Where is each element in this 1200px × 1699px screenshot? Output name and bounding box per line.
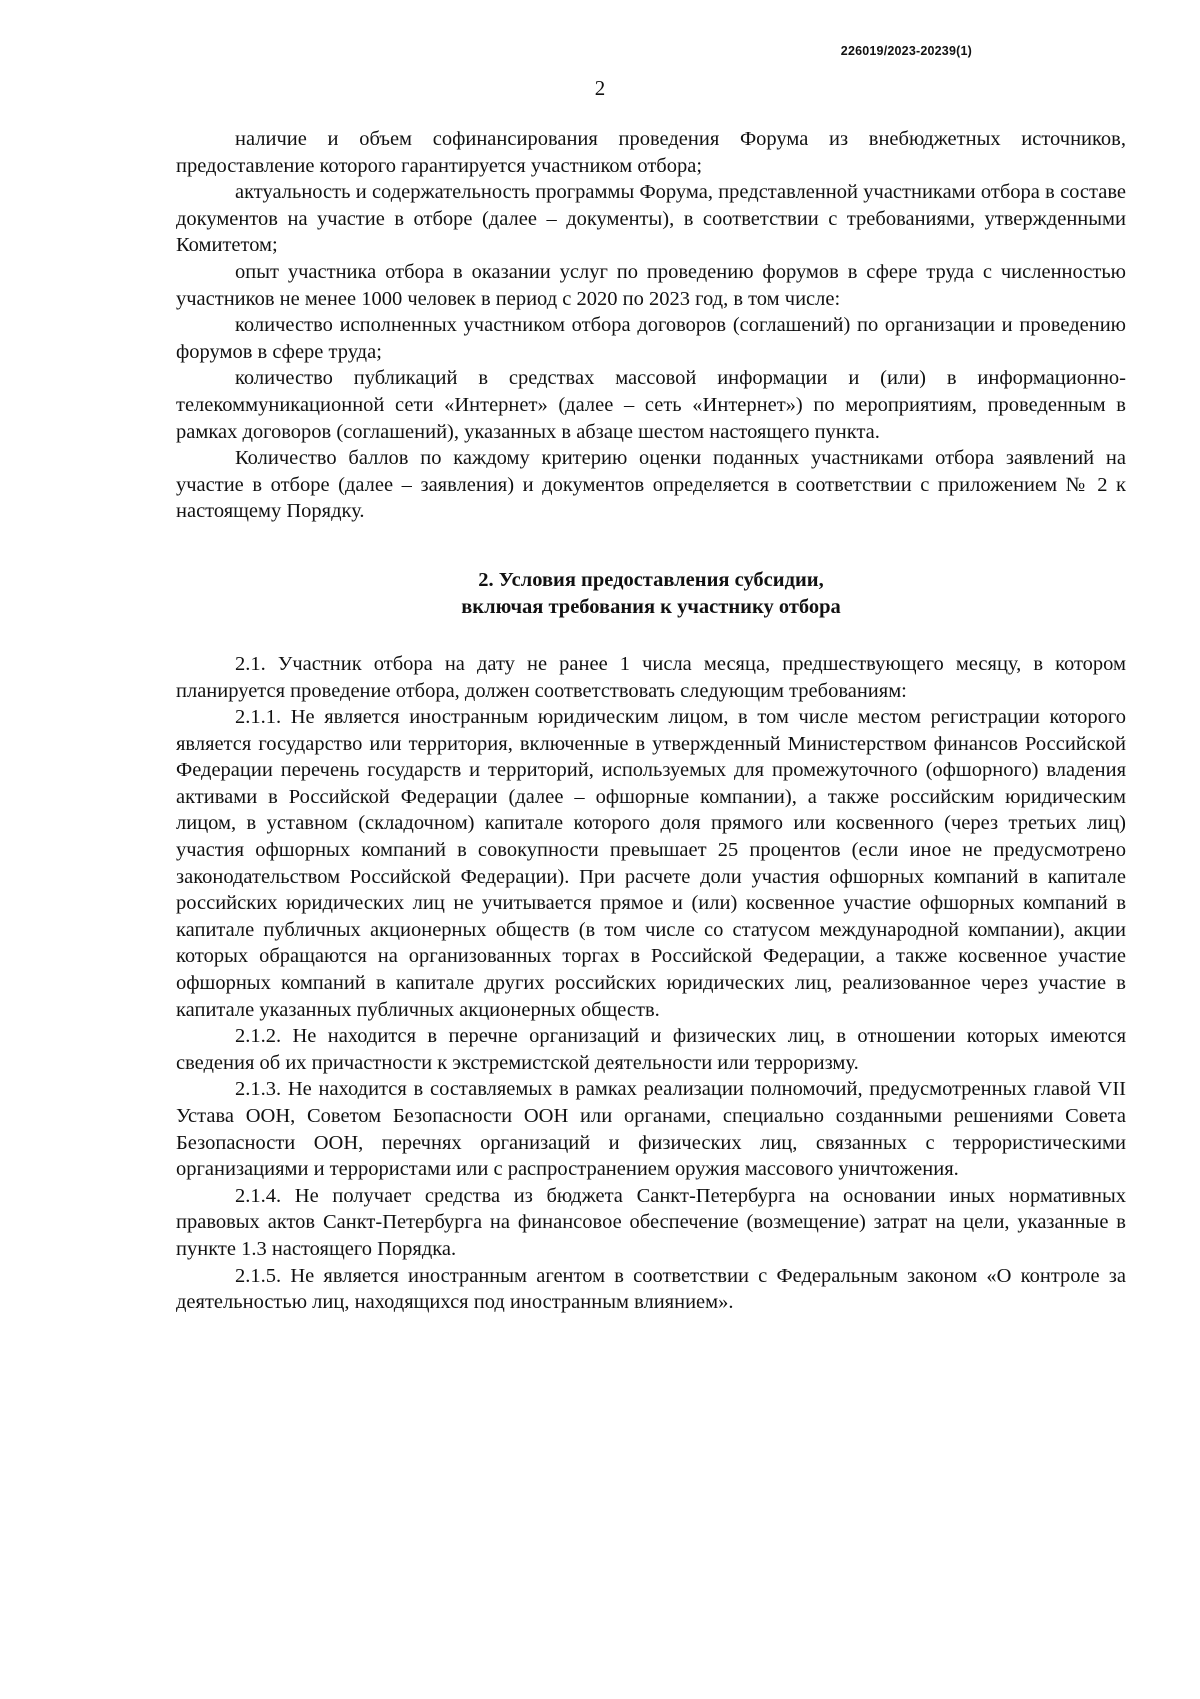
clause-2-1-1: 2.1.1. Не является иностранным юридическим лицом, в том числе местом регистрации которого является государство или территория, включенные в утвержденный Министерством финансов Российской Федерации перечень государств и территорий, используемых для промежуточного (офшорного) владения активами в Российской Федерации (далее – офшорные компании), а также российским юридическим лицом, в уставном (складочном) капитале которого доля прямого или косвенного (через третьих лиц) участия офшорных компаний в совокупности превышает 25 процентов (если иное не предусмотрено законодательством Российской Федерации). При расчете доли участия офшорных компаний в капитале российских юридических лиц не учитывается прямое и (или) косвенное участие офшорных компаний в капитале публичных акционерных обществ (в том числе со статусом международной компании), акции которых обращаются на организованных торгах в Российской Федерации, а также косвенное участие офшорных компаний в капитале других российских юридических лиц, реализованное через участие в капитале указанных публичных акционерных обществ. xyxy=(176,706,1126,1021)
paragraph-contracts-count: количество исполненных участником отбора договоров (соглашений) по организации и проведению форумов в сфере труда; xyxy=(176,314,1126,363)
clause-2-1-3: 2.1.3. Не находится в составляемых в рамках реализации полномочий, предусмотренных главой VII Устава ООН, Советом Безопасности ООН или органами, специально созданными решениями Совета Безопасности ООН, перечнях организаций и физических лиц, связанных с террористическими организациями и террористами или с распространением оружия массового уничтожения. xyxy=(176,1078,1126,1181)
paragraph-experience: опыт участника отбора в оказании услуг по проведению форумов в сфере труда с численностью участников не менее 1000 человек в период с 2020 по 2023 год, в том числе: xyxy=(176,260,1126,310)
paragraph-program-relevance: актуальность и содержательность программы Форума, представленной участниками отбора в составе документов на участие в отборе (далее – документы), в соответствии с требованиями, утвержденными Комитетом; xyxy=(176,181,1126,257)
clause-2-1: 2.1. Участник отбора на дату не ранее 1 числа месяца, предшествующего месяцу, в котором планируется проведение отбора, должен соответствовать следующим требованиям: xyxy=(176,652,1126,702)
section-heading-line1: 2. Условия предоставления субсидии, xyxy=(478,568,824,591)
document-registration-number: 226019/2023-20239(1) xyxy=(840,44,972,58)
document-body xyxy=(176,126,1126,1316)
clause-2-1-2: 2.1.2. Не находится в перечне организаций и физических лиц, в отношении которых имеются сведения об их причастности к экстремистской деятельности или терроризму. xyxy=(176,1025,1126,1074)
paragraph-scoring: Количество баллов по каждому критерию оценки поданных участниками отбора заявлений на участие в отборе (далее – заявления) и документов определяется в соответствии с приложением № 2 к настоящему Порядку. xyxy=(176,447,1126,523)
section-heading-line2: включая требования к участнику отбора xyxy=(461,595,841,618)
page-number: 2 xyxy=(594,76,606,100)
section-heading xyxy=(176,567,1126,621)
clause-2-1-5: 2.1.5. Не является иностранным агентом в соответствии с Федеральным законом «О контроле за деятельностью лиц, находящихся под иностранным влиянием». xyxy=(176,1264,1126,1314)
paragraph-publications-count: количество публикаций в средствах массовой информации и (или) в информационно-телекоммуникационной сети «Интернет» (далее – сеть «Интернет») по мероприятиям, проведенным в рамках договоров (соглашений), указанных в абзаце шестом настоящего пункта. xyxy=(176,367,1126,443)
paragraph-cofinancing: наличие и объем софинансирования проведения Форума из внебюджетных источников, предоставление которого гарантируется участником отбора; xyxy=(176,128,1126,177)
clause-2-1-4: 2.1.4. Не получает средства из бюджета Санкт-Петербурга на основании иных нормативных правовых актов Санкт-Петербурга на финансовое обеспечение (возмещение) затрат на цели, указанные в пункте 1.3 настоящего Порядка. xyxy=(176,1184,1126,1260)
